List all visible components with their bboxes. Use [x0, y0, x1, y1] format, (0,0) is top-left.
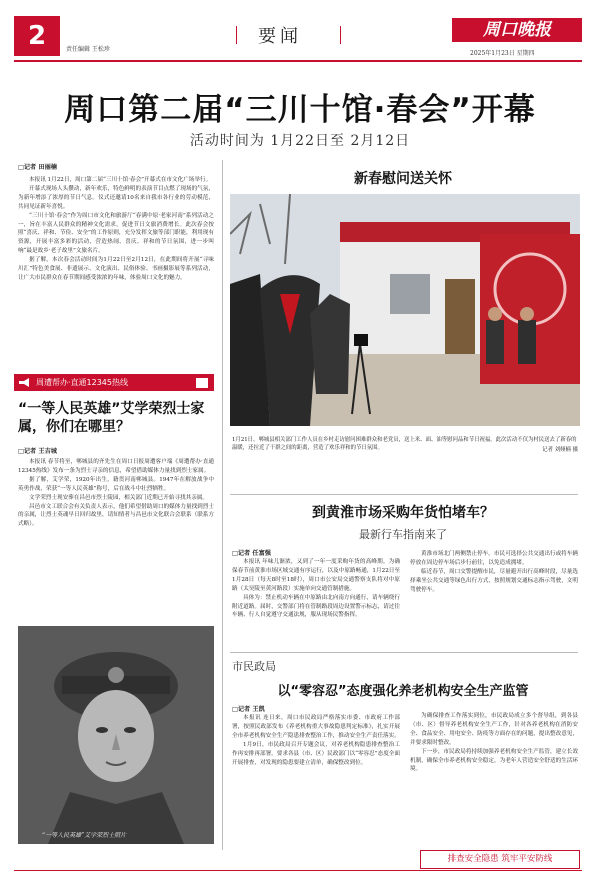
safety-article-body-left: [232, 714, 400, 844]
masthead-logo: 周口晚报: [452, 18, 582, 42]
market-paragraph: 黄淮市场北门两侧禁止停车。市民可选择公共交通出行或将车辆停放在周边停车场后步行前往，以免造成拥堵。: [410, 551, 578, 566]
hotline-banner: 周遭帮办·直通12345热线: [14, 374, 214, 391]
lead-article-body: [18, 176, 214, 366]
market-paragraph: 临近春节，周口交警提醒市民，尽量避开出行高峰时段，尽量选择乘坐公共交通等绿色出行方式，按照规划交通标志指示驾驶，文明驾驶停车。: [410, 568, 578, 593]
hero-portrait-photo: [18, 626, 214, 844]
portrait-caption: “一等人民英雄”艾学荣烈士照片: [42, 832, 127, 839]
photo-story-heading: 新春慰问送关怀: [354, 171, 452, 187]
header-rule: [14, 60, 582, 62]
section-divider-left: [236, 26, 237, 44]
lead-paragraph: 本报讯 1月22日，周口第二届“三川十馆·春会”开幕式在市文化广场举行。: [29, 177, 212, 183]
safety-paragraph: 为确保排查工作落实到位，市民政局成立多个督导组，到各县（市、区）督导养老机构安全生产工作，针对各养老机构在消防安全、食品安全、用电安全、防疫等方面存在的问题，提出整改意见，并要求限时整改。: [410, 713, 578, 746]
market-paragraph: 本报讯 年味儿渐浓，又到了一年一度采购年货的高峰期。为确保春节前黄淮市场区域交通有序运行，以及中原路畅通，1月22日至1月28日（每天8时至18时），周口市公安局交通警察支队将对中原路（太昊陵至黄河路段）实施单向交通管制措施。: [232, 559, 400, 592]
megaphone-icon: [18, 377, 32, 388]
market-article-body-right: [410, 550, 578, 644]
hero-byline: □记者 王吉城: [18, 448, 57, 455]
safety-article-body-right: [410, 712, 578, 846]
safety-article-title: 以“零容忍”态度强化养老机构安全生产监管: [277, 684, 529, 699]
main-headline: 周口第二届“三川十馆·春会”开幕: [64, 92, 536, 128]
lead-paragraph: 据了解，本次春会活动时间为1月22日至2月12日，在此期间将开展“寻味川汇”特色美食展、非遗展示、文化演出、民俗体验、书画摄影展等系列活动，让广大市民群众在春节期间感受浓浓的年味，体验周口文化的魅力。: [18, 257, 214, 281]
section-rule: [230, 652, 578, 653]
safety-byline: □记者 王凯: [232, 706, 265, 713]
photo-story-photo: [230, 194, 580, 426]
safety-paragraph: 下一步，市民政局将持续加强养老机构安全生产监管，建立长效机制，确保全市养老机构安全稳定，为老年人营造安全舒适的生活环境。: [410, 748, 578, 773]
market-byline: □记者 任富强: [232, 550, 271, 557]
lead-paragraph: “三川十馆·春会”作为周口市文化和旅游厅“春满中原·老家河南”系列活动之一，旨在丰富人民群众的精神文化需求，促进节日文旅消费增长。此次春会按照“喜庆、祥和、节俭、安全”的工作原则，充分发挥文旅等部门职能，利用现有资源，开展丰富多彩的活动，营造热闹、喜庆、祥和的节日氛围，进一步叫响“最是故乡·老子故里”文旅名片。: [18, 212, 214, 255]
section-rule: [230, 494, 578, 495]
safety-slogan-banner: 排查安全隐患 筑牢平安防线: [420, 850, 580, 869]
photo-caption-text: 1月21日，郸城县相关部门工作人员在乡村走访慰问困难群众和老党员，送上米、面、油等慰问品和节日祝福。此次活动不仅为村民送去了新春的温暖，还拉近了干群之间的距离，营造了欢乐祥和的节日氛围。: [232, 437, 577, 452]
hero-article-body: [18, 458, 214, 622]
page-number: 2: [14, 16, 60, 56]
safety-kicker: 市民政局: [232, 660, 276, 673]
safety-paragraph: 本报讯 连日来，周口市民政局严格落实市委、市政府工作部署，按照民政部发布《养老机构重大事故隐患判定标准》，扎实开展全市养老机构安全生产隐患排查整治工作，推动安全生产责任落实。: [232, 715, 400, 739]
safety-paragraph: 1月9日，市民政局召开专题会议，对养老机构隐患排查整治工作再安排再部署。要求各县（市、区）民政部门以“零容忍”态度全面开展排查，对发现的隐患要建立清单，确保整改到位。: [232, 741, 400, 766]
hero-paragraph: 文学荣烈士现安葬在昌邑市烈士陵园，相关部门近期已开始寻找其亲属。: [29, 494, 209, 501]
hero-article-title: “一等人民英雄”艾学荣烈士家属，你们在哪里？: [18, 401, 205, 435]
section-divider-right: [340, 26, 341, 44]
lead-byline: □记者 田丽楠: [18, 164, 57, 171]
lead-paragraph: 开幕式现场人头攒动，新年欢乐，特色鲜明的表演节目点燃了现场的气氛，为新年增添了浓厚的节日气息。仪式还邀请10名来自我市各行业的劳动模范，共同见证新年喜悦。: [18, 185, 214, 210]
market-paragraph: 具体为：禁止机动车辆在中原路由北向南方向通行，请车辆绕行附近道路。届时，交警部门将在管制路段周边设置警示标志，请过往车辆、行人自觉遵守交通法规，服从现场民警指挥。: [232, 594, 400, 619]
photo-credit: 记者 刘娅楠 摄: [542, 447, 578, 454]
hero-paragraph: 据了解，艾学荣，1920年出生，籍贯河南郸城县。1947年在解放战争中英勇作战，荣获“一等人民英雄”称号，后在战斗中壮烈牺牲。: [18, 476, 214, 492]
photo-story-caption: [232, 436, 578, 455]
footer-rule: [14, 870, 582, 871]
issue-date: 2025年1月23日 星期四: [470, 50, 535, 57]
market-article-body-left: [232, 558, 400, 644]
column-divider: [222, 160, 223, 850]
main-subheadline: 活动时间为 1月22日至 2月12日: [189, 133, 411, 149]
qr-code-icon: [196, 378, 208, 388]
market-article-title: 到黄淮市场采购年货怕堵车？: [312, 505, 494, 521]
hero-paragraph: 昌邑市文工联合会有关负责人表示，他们希望借助周口的媒体力量找到烈士的亲属，让烈士英魂早日回归故里，请知情者与昌邑市文化联合会联系（联系方式略）。: [18, 503, 214, 528]
editor-credit: 责任编辑 王松珍: [66, 46, 110, 53]
market-article-subtitle: 最新行车指南来了: [359, 528, 447, 541]
hero-paragraph: 本报讯 春节将至，郸城县的齐先生在周口日报周遭客户端《周遭帮办·直通12345热线》发布一条为烈士寻亲的信息，希望借助媒体力量找到烈士家属。: [18, 459, 214, 474]
section-name: 要闻: [258, 26, 302, 47]
